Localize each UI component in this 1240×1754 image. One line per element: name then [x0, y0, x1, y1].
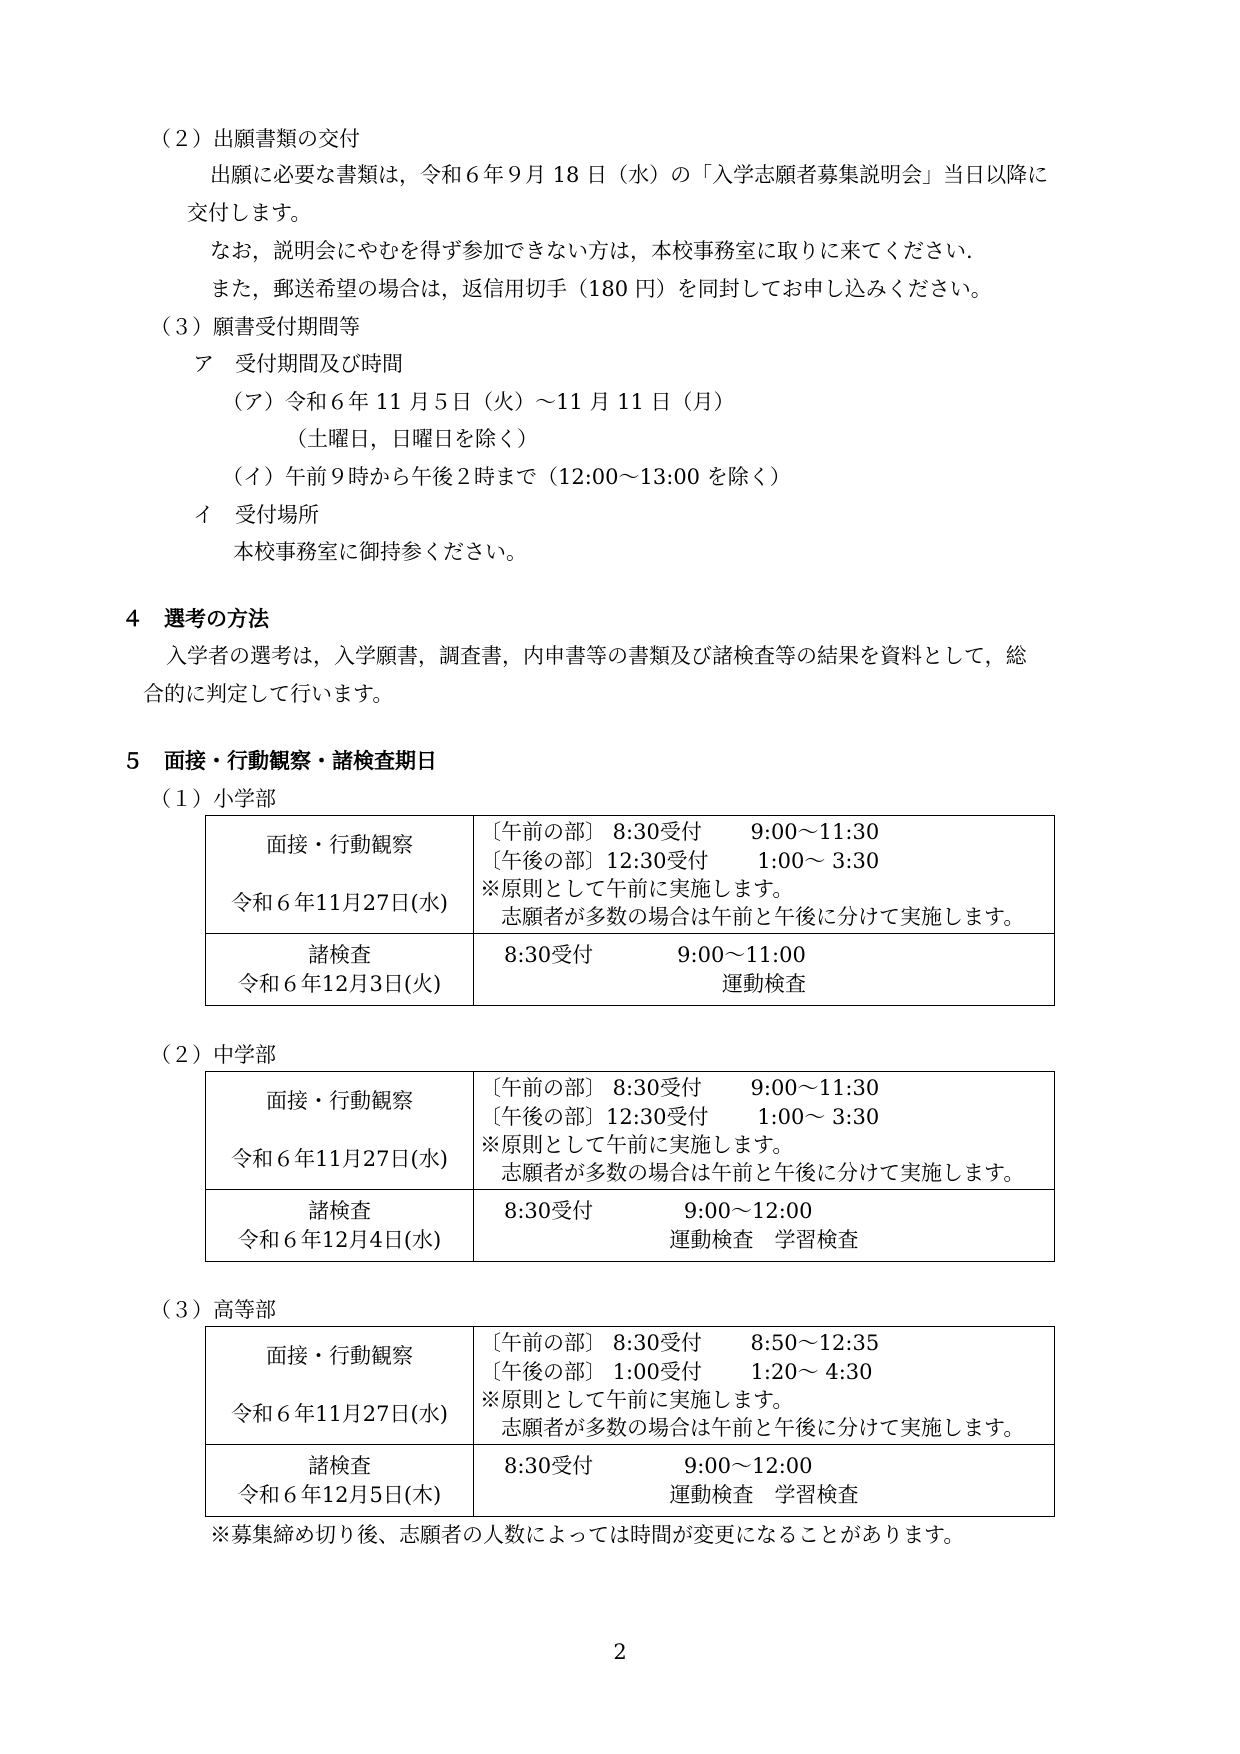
note-morning: ※原則として午前に実施します。 — [480, 1388, 794, 1412]
exam-date: 令和６年12月3日(火) — [237, 972, 442, 996]
interview-date: 令和６年11月27日(水) — [231, 891, 448, 915]
note-morning: ※原則として午前に実施します。 — [480, 877, 794, 901]
schedule-table — [205, 1326, 1055, 1517]
sec3-b-heading: イ 受付場所 — [193, 503, 319, 527]
morning-session: 〔午前の部〕 8:30受付 9:00〜11:30 — [480, 820, 880, 844]
sec4-heading: ４ 選考の方法 — [122, 607, 269, 631]
exam-time: 8:30受付 9:00〜12:00 — [504, 1199, 813, 1223]
sec4-paragraph-b: 合的に判定して行います。 — [143, 682, 394, 706]
note-morning: ※原則として午前に実施します。 — [480, 1133, 794, 1157]
interview-date: 令和６年11月27日(水) — [231, 1147, 448, 1171]
division-heading: （１）小学部 — [150, 787, 276, 811]
page-number: 2 — [613, 1640, 627, 1664]
note-split: 志願者が多数の場合は午前と午後に分けて実施します。 — [480, 1416, 1025, 1440]
sec2-paragraph-1b: 交付します。 — [187, 201, 312, 225]
exam-date: 令和６年12月4日(水) — [237, 1228, 442, 1252]
note-split: 志願者が多数の場合は午前と午後に分けて実施します。 — [480, 1161, 1025, 1185]
interview-label: 面接・行動観察 — [266, 1089, 413, 1113]
sec3-a-heading: ア 受付期間及び時間 — [193, 352, 403, 376]
sec3-a1: （ア）令和６年 11 月５日（火）〜11 月 11 日（月） — [222, 390, 735, 414]
sec5-heading: ５ 面接・行動観察・諸検査期日 — [122, 749, 437, 773]
footnote: ※募集締め切り後、志願者の人数によっては時間が変更になることがあります。 — [210, 1523, 965, 1547]
exam-items: 運動検査 学習検査 — [669, 1228, 859, 1252]
note-split: 志願者が多数の場合は午前と午後に分けて実施します。 — [480, 905, 1025, 929]
sec3-a2: （イ）午前９時から午後２時まで（12:00〜13:00 を除く） — [222, 465, 791, 489]
sec3-b1: 本校事務室に御持参ください。 — [233, 540, 527, 564]
sec2-paragraph-1a: 出願に必要な書類は，令和６年９月 18 日（水）の「入学志願者募集説明会」当日以降に — [210, 163, 1049, 187]
sec2-paragraph-2: なお，説明会にやむを得ず参加できない方は，本校事務室に取りに来てください. — [210, 239, 973, 263]
morning-session: 〔午前の部〕 8:30受付 9:00〜11:30 — [480, 1076, 880, 1100]
exam-items: 運動検査 学習検査 — [669, 1483, 859, 1507]
afternoon-session: 〔午後の部〕 1:00受付 1:20〜 4:30 — [480, 1360, 873, 1384]
exam-time: 8:30受付 9:00〜11:00 — [504, 943, 806, 967]
sec2-paragraph-3: また，郵送希望の場合は，返信用切手（180 円）を同封してお申し込みください。 — [210, 277, 992, 301]
sec4-paragraph-a: 入学者の選考は，入学願書，調査書，内申書等の書類及び諸検査等の結果を資料として，総 — [166, 644, 1027, 668]
division-heading: （２）中学部 — [150, 1043, 276, 1067]
exam-items: 運動検査 — [722, 972, 806, 996]
exam-date: 令和６年12月5日(木) — [237, 1483, 442, 1507]
exam-label: 諸検査 — [308, 1454, 371, 1478]
interview-date: 令和６年11月27日(水) — [231, 1402, 448, 1426]
schedule-table — [205, 1071, 1055, 1262]
exam-label: 諸検査 — [308, 1199, 371, 1223]
sec2-heading: （２）出願書類の交付 — [150, 127, 360, 151]
afternoon-session: 〔午後の部〕12:30受付 1:00〜 3:30 — [480, 1105, 880, 1129]
afternoon-session: 〔午後の部〕12:30受付 1:00〜 3:30 — [480, 849, 880, 873]
exam-time: 8:30受付 9:00〜12:00 — [504, 1454, 813, 1478]
interview-label: 面接・行動観察 — [266, 833, 413, 857]
exam-label: 諸検査 — [308, 943, 371, 967]
schedule-table — [205, 815, 1055, 1006]
interview-label: 面接・行動観察 — [266, 1344, 413, 1368]
morning-session: 〔午前の部〕 8:30受付 8:50〜12:35 — [480, 1331, 880, 1355]
division-heading: （３）高等部 — [150, 1298, 276, 1322]
sec3-a1-note: （土曜日，日曜日を除く） — [286, 427, 538, 451]
sec3-heading: （３）願書受付期間等 — [150, 315, 360, 339]
